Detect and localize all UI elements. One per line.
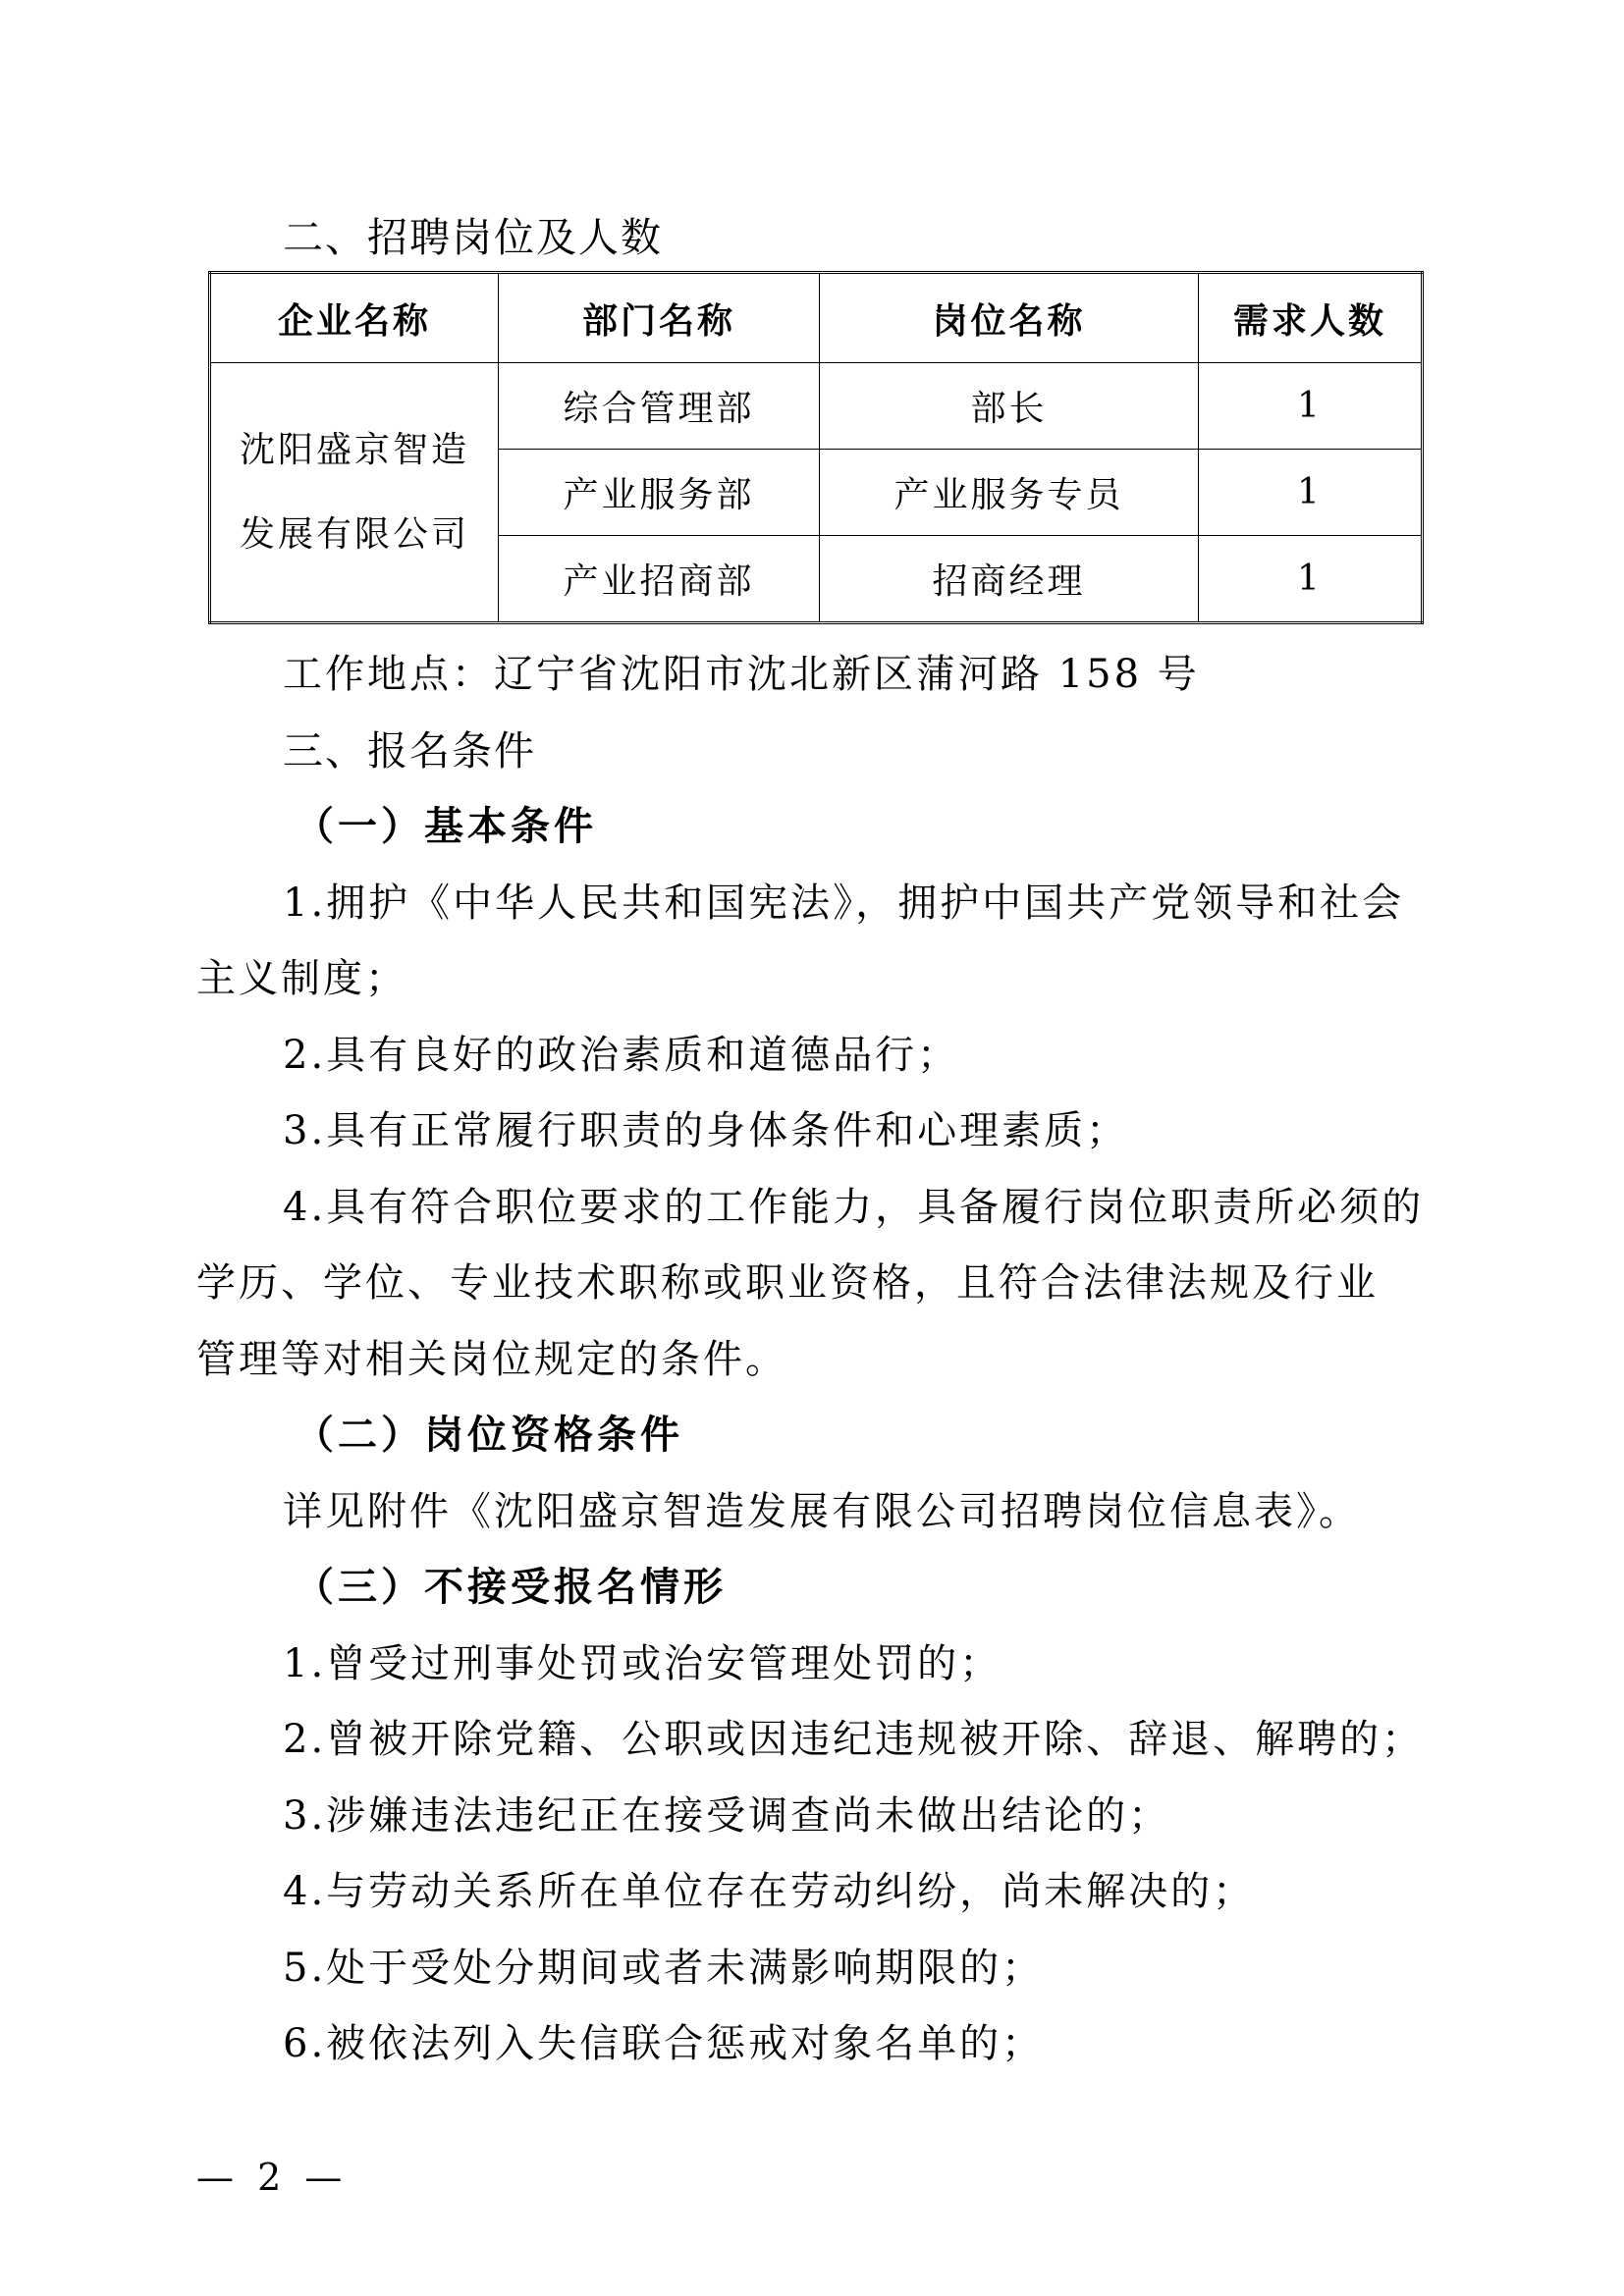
qualification-heading: （二）岗位资格条件 — [295, 1412, 683, 1458]
basic-item-2: 2.具有良好的政治素质和道德品行； — [283, 1033, 960, 1078]
page-number: — 2 — — [196, 2156, 349, 2199]
exclusion-item-1: 1.曾受过刑事处罚或治安管理处罚的； — [283, 1641, 1002, 1686]
basic-item-4-line-1: 4.具有符合职位要求的工作能力，具备履行岗位职责所必须的 — [283, 1185, 1425, 1230]
header-count: 需求人数 — [1199, 273, 1423, 363]
count-cell: 1 — [1199, 363, 1423, 450]
position-cell: 产业服务专员 — [820, 450, 1199, 536]
basic-item-4-line-2: 学历、学位、专业技术职称或职业资格，且符合法律法规及行业 — [196, 1260, 1379, 1306]
table-header-row — [210, 273, 1423, 363]
department-cell: 产业招商部 — [499, 536, 820, 623]
qualification-text: 详见附件《沈阳盛京智造发展有限公司招聘岗位信息表》。 — [283, 1489, 1361, 1534]
company-name-cell: 沈阳盛京智造发展有限公司 — [210, 363, 499, 623]
header-department: 部门名称 — [499, 273, 820, 363]
count-cell: 1 — [1199, 450, 1423, 536]
exclusion-item-4: 4.与劳动关系所在单位存在劳动纠纷，尚未解决的； — [283, 1869, 1256, 1914]
position-cell: 招商经理 — [820, 536, 1199, 623]
table-row — [210, 363, 1423, 450]
department-cell: 综合管理部 — [499, 363, 820, 450]
header-position: 岗位名称 — [820, 273, 1199, 363]
exclusions-heading: （三）不接受报名情形 — [295, 1564, 727, 1610]
header-company: 企业名称 — [210, 273, 499, 363]
basic-conditions-heading: （一）基本条件 — [295, 803, 597, 849]
exclusion-item-5: 5.处于受处分期间或者未满影响期限的； — [283, 1946, 1045, 1991]
positions-table — [208, 271, 1424, 624]
department-cell: 产业服务部 — [499, 450, 820, 536]
count-cell: 1 — [1199, 536, 1423, 623]
basic-item-1-line-2: 主义制度； — [196, 956, 407, 1001]
exclusion-item-3: 3.涉嫌违法违纪正在接受调查尚未做出结论的； — [283, 1793, 1171, 1839]
basic-item-3: 3.具有正常履行职责的身体条件和心理素质； — [283, 1108, 1129, 1153]
section-2-heading: 二、招聘岗位及人数 — [283, 214, 663, 261]
basic-item-1-line-1: 1.拥护《中华人民共和国宪法》，拥护中国共产党领导和社会 — [283, 881, 1405, 926]
basic-item-4-line-3: 管理等对相关岗位规定的条件。 — [196, 1337, 787, 1382]
work-location: 工作地点：辽宁省沈阳市沈北新区蒲河路 158 号 — [283, 652, 1200, 697]
exclusion-item-2: 2.曾被开除党籍、公职或因违纪违规被开除、辞退、解聘的； — [283, 1717, 1425, 1762]
position-cell: 部长 — [820, 363, 1199, 450]
exclusion-item-6: 6.被依法列入失信联合惩戒对象名单的； — [283, 2021, 1045, 2066]
section-3-heading: 三、报名条件 — [283, 727, 536, 774]
